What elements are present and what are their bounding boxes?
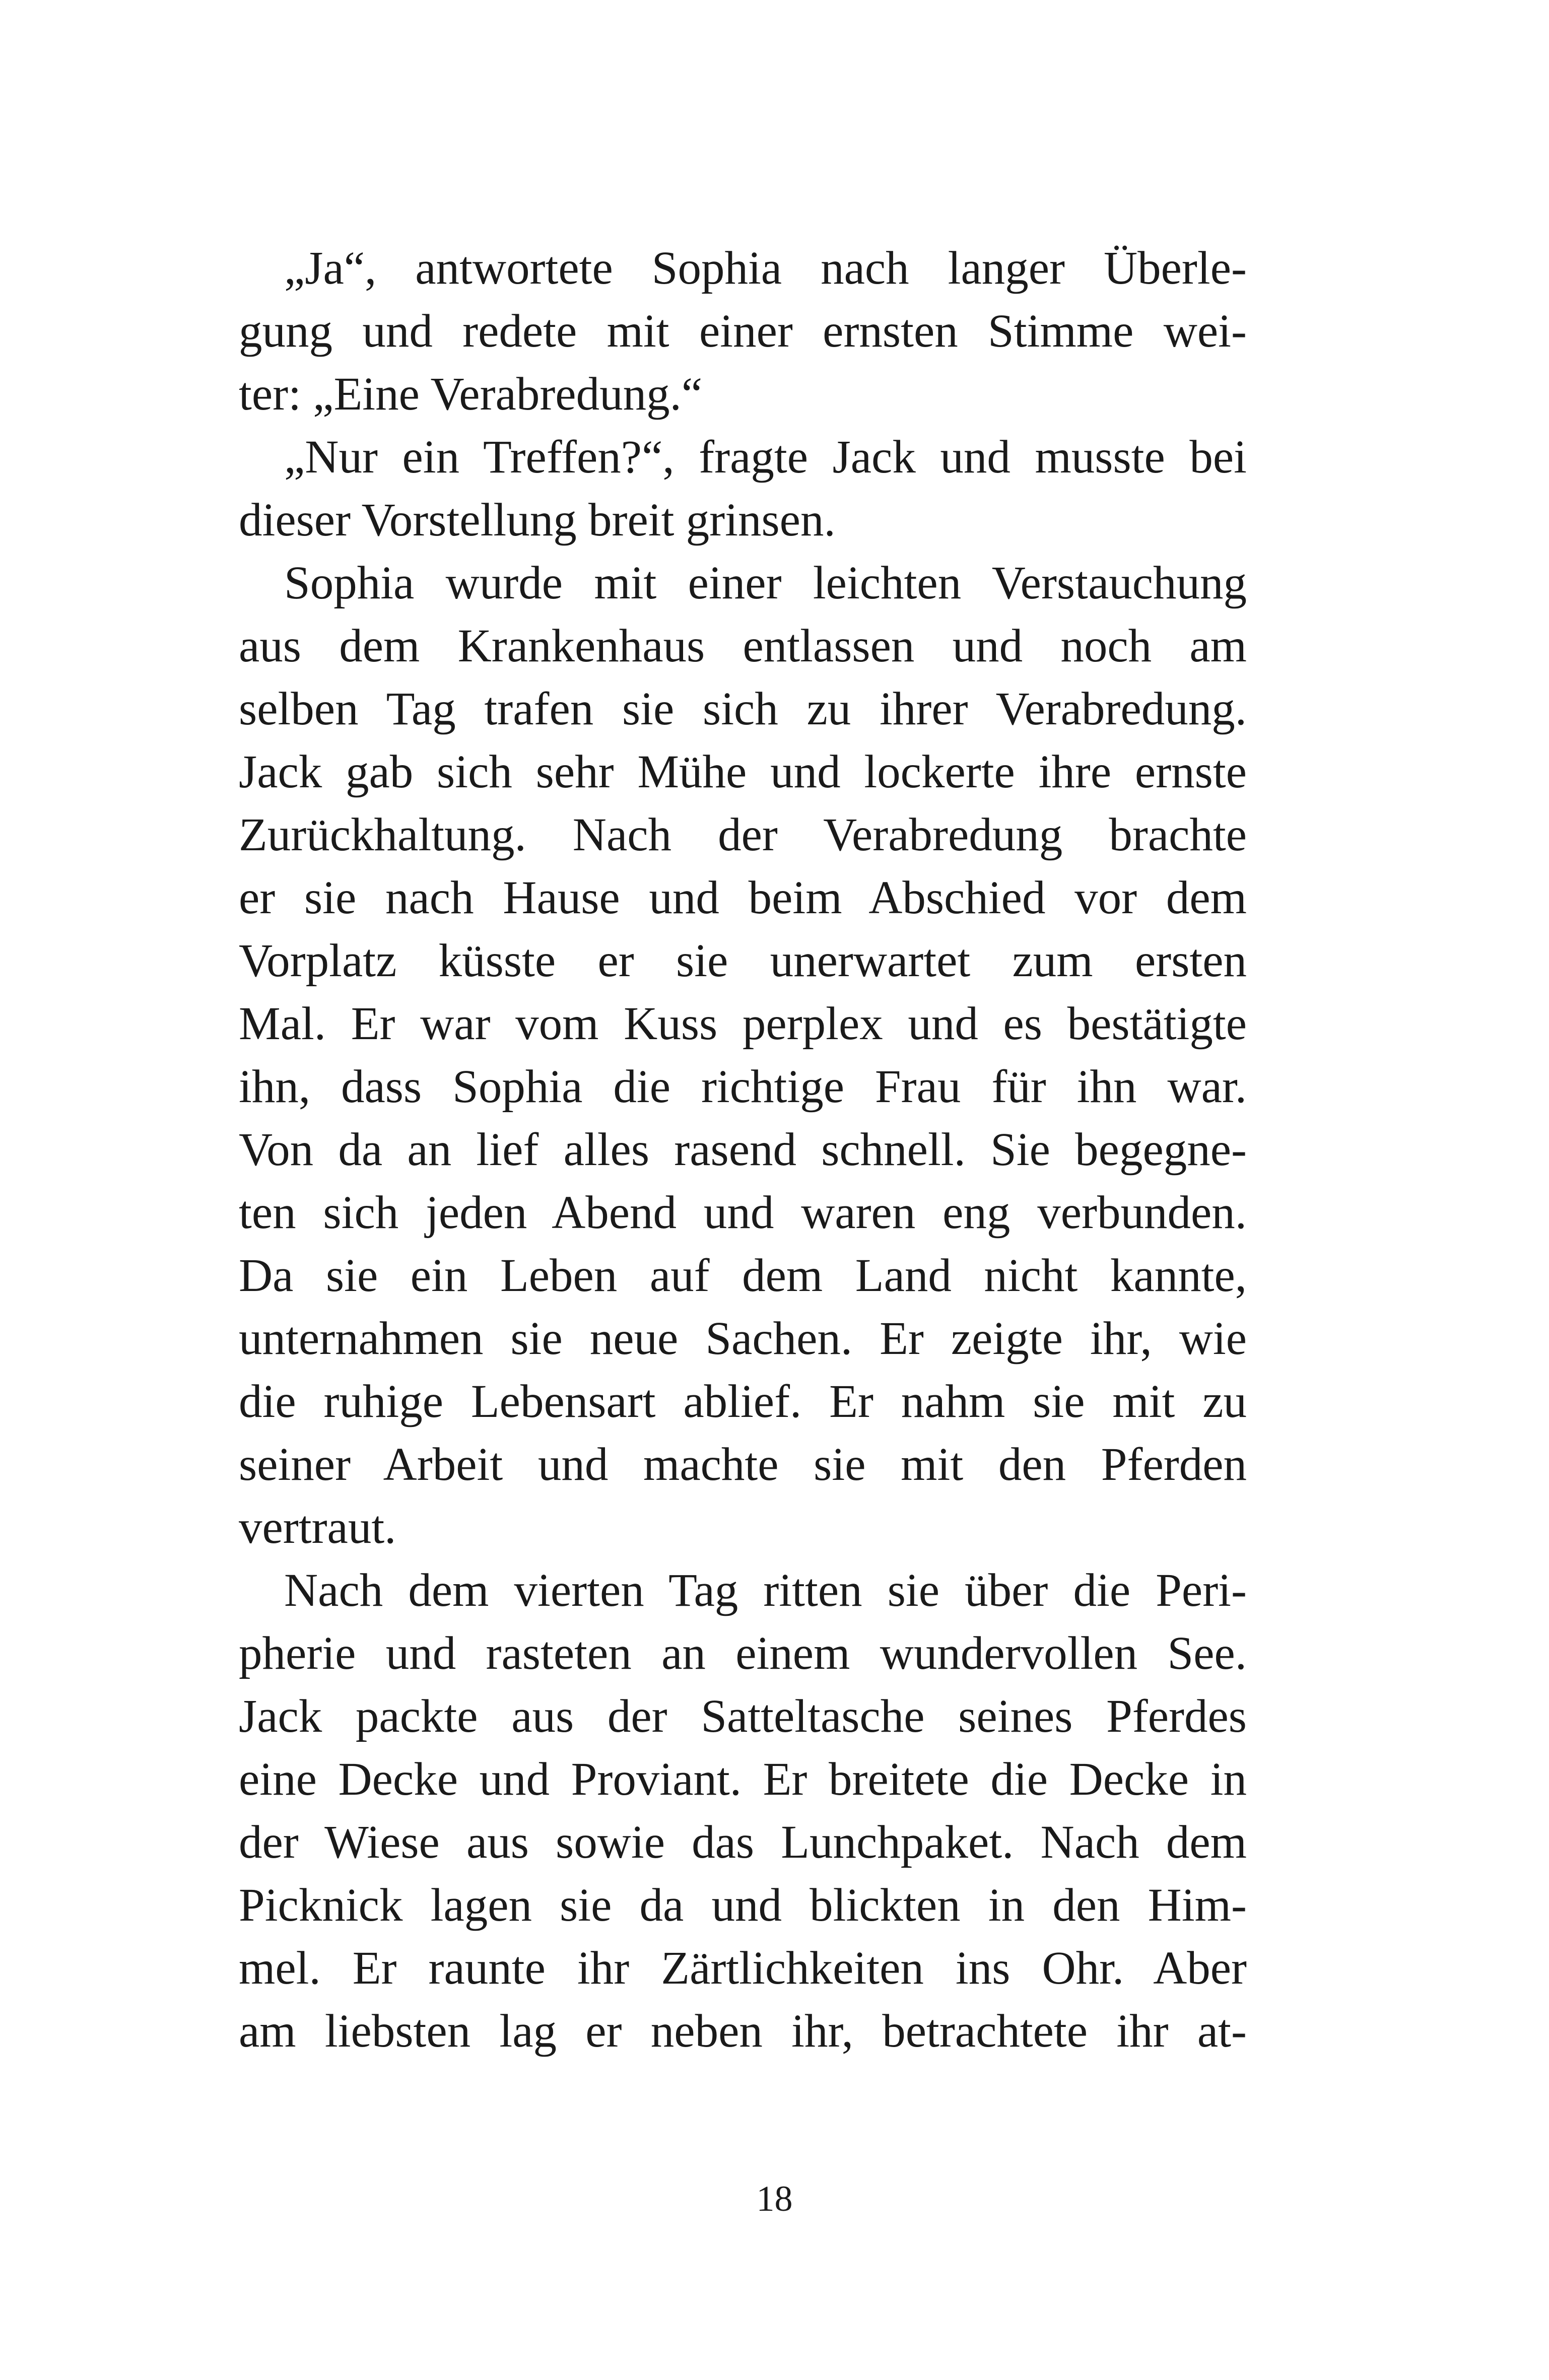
text-line: „Nur ein Treffen?“, fragte Jack und musste bei <box>284 431 1247 483</box>
text-line: aus dem Krankenhaus entlassen und noch am <box>239 620 1247 672</box>
body-text <box>239 237 1247 2063</box>
text-line: pherie und rasteten an einem wundervollen See. <box>239 1627 1247 1679</box>
text-line: er sie nach Hause und beim Abschied vor dem <box>239 872 1247 924</box>
text-line: dieser Vorstellung breit grinsen. <box>239 494 836 546</box>
text-line: Da sie ein Leben auf dem Land nicht kannte, <box>239 1250 1247 1302</box>
text-line: am liebsten lag er neben ihr, betrachtete ihr at- <box>239 2005 1247 2057</box>
text-line: unternahmen sie neue Sachen. Er zeigte ihr, wie <box>239 1313 1247 1365</box>
text-line: ten sich jeden Abend und waren eng verbunden. <box>239 1187 1247 1239</box>
text-line: mel. Er raunte ihr Zärtlichkeiten ins Ohr. Aber <box>239 1942 1247 1994</box>
text-line: selben Tag trafen sie sich zu ihrer Verabredung. <box>239 683 1247 735</box>
text-line: Von da an lief alles rasend schnell. Sie begegne- <box>239 1124 1247 1176</box>
page-number: 18 <box>756 2179 793 2219</box>
text-line: Picknick lagen sie da und blickten in den Him- <box>239 1879 1247 1931</box>
text-line: seiner Arbeit und machte sie mit den Pferden <box>239 1439 1247 1490</box>
text-line: die ruhige Lebensart ablief. Er nahm sie mit zu <box>239 1376 1247 1427</box>
text-line: vertraut. <box>239 1502 396 1553</box>
text-line: ter: „Eine Verabredung.“ <box>239 368 703 420</box>
text-line: gung und redete mit einer ernsten Stimme wei- <box>239 305 1247 357</box>
text-line: der Wiese aus sowie das Lunchpaket. Nach dem <box>239 1816 1247 1868</box>
text-line: Nach dem vierten Tag ritten sie über die Peri- <box>284 1565 1247 1616</box>
text-line: ihn, dass Sophia die richtige Frau für ihn war. <box>239 1061 1247 1113</box>
text-line: Sophia wurde mit einer leichten Verstauchung <box>284 557 1247 609</box>
text-line: Vorplatz küsste er sie unerwartet zum ersten <box>239 935 1247 987</box>
text-line: Mal. Er war vom Kuss perplex und es bestätigte <box>239 998 1247 1050</box>
text-line: „Ja“, antwortete Sophia nach langer Überle- <box>284 242 1247 294</box>
text-line: Jack packte aus der Satteltasche seines Pferdes <box>239 1690 1247 1742</box>
text-line: Zurückhaltung. Nach der Verabredung brachte <box>239 809 1247 861</box>
text-line: eine Decke und Proviant. Er breitete die Decke in <box>239 1753 1247 1805</box>
text-line: Jack gab sich sehr Mühe und lockerte ihre ernste <box>239 746 1247 798</box>
